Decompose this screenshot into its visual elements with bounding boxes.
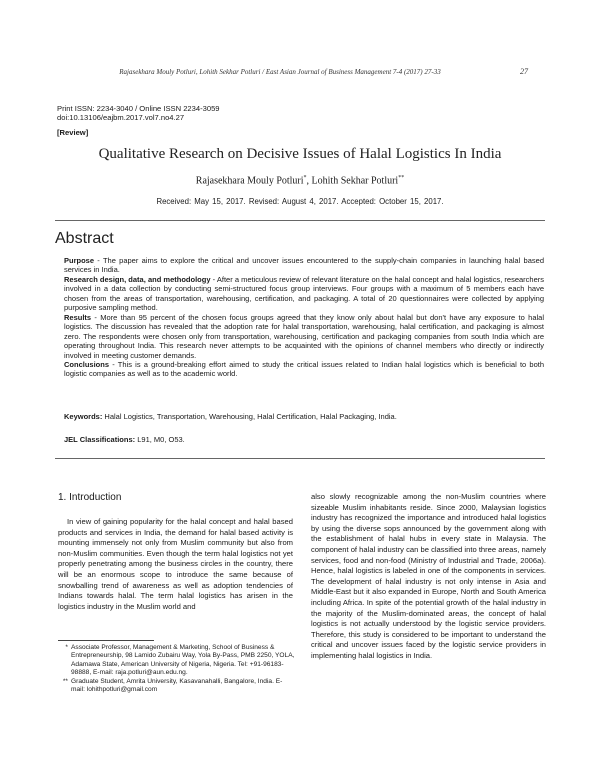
intro-paragraph-1: In view of gaining popularity for the halal concept and halal based products and services in India, the demand for halal based activity is mounting immensely not only from Muslim community but also from non-Muslim communities. Even though the term halal logistics not yet properly penetrating among the business circles in the country, there will be an enormous scope to introduce the same because of snowballing trend of awareness as well as adoption tendencies of Indians towards halal. The term halal logistics has arisen in the logistics industry in the Muslim world and bbox=[58, 517, 293, 611]
footnote-rule bbox=[58, 640, 154, 641]
footnote-1-text: Associate Professor, Management & Marketing, School of Business & Entrepreneurship, 98 Lamido Zubairu Way, Yola By-Pass, PMB 2250, YOLA, Adamawa State, American University of Nigeria, Nigeria. Tel: +91-96183-98888, E-mail: raja.potluri@aun.edu.ng. bbox=[71, 644, 295, 677]
intro-column-left bbox=[58, 517, 293, 612]
footnote-1 bbox=[56, 644, 296, 678]
jel-label: JEL Classifications: bbox=[64, 435, 136, 444]
running-head: Rajasekhara Mouly Potluri, Lohith Sekhar Potluri / East Asian Journal of Business Management 7-4 (2017) 27-33 bbox=[119, 68, 441, 76]
top-divider bbox=[55, 220, 545, 221]
section-heading-introduction: 1. Introduction bbox=[58, 492, 122, 503]
paper-title: Qualitative Research on Decisive Issues of Halal Logistics In India bbox=[98, 146, 502, 162]
bottom-divider bbox=[55, 458, 545, 459]
design-text: - After a meticulous review of relevant literature on the halal concept and halal logistics, researchers involved in a data collection by conducting semi-structured focus group interviews. Four groups with a maximum of 5 members each have chosen from the areas of transportation, warehousing, certification, and packaging. A total of 20 questionnaires were collected by applying purposive sampling method. bbox=[64, 274, 545, 313]
keywords-label: Keywords: bbox=[64, 412, 103, 421]
results-label: Results bbox=[64, 312, 92, 322]
abstract-results bbox=[64, 313, 544, 360]
issn-block bbox=[57, 104, 220, 122]
abstract-heading: Abstract bbox=[55, 230, 114, 247]
author-1-mark: * bbox=[303, 175, 307, 181]
issn-line: Print ISSN: 2234-3040 / Online ISSN 2234-3059 bbox=[57, 104, 220, 113]
author-2-mark: ** bbox=[398, 175, 405, 181]
intro-paragraph-2: also slowly recognizable among the non-Muslim countries where sizeable Muslim inhabitants reside. Since 2000, Malaysian logistics industry has recognized the importance and introduced halal logistics by using the diverse sops announced by the government along with the establishment of halal hubs in every state in Malaysia. The component of halal industry can be classified into three areas, namely services, food and non-food (Ministry of Industrial and Trade, 2006a). Hence, halal logistics is labeled in one of the components in services. The development of halal industry is not only intense in Asia and Middle-East but it also expanded in Europe, North and South America including Africa. In spite of the potential growth of the halal industry in the majority of the Muslim-dominated areas, the concept of halal logistics is not actually understood by the logistic service providers. Therefore, this study is considered to be important to understand the critical and uncover issues faced by the logistic service providers in implementing halal logistics in India. bbox=[311, 492, 546, 660]
received-dates: Received: May 15, 2017. Revised: August 4, 2017. Accepted: October 15, 2017. bbox=[156, 197, 444, 206]
author-line bbox=[0, 175, 600, 186]
jel-classifications bbox=[64, 435, 544, 444]
footnotes bbox=[56, 644, 296, 694]
footnote-2 bbox=[56, 678, 296, 695]
author-2: Lohith Sekhar Potluri bbox=[311, 175, 399, 187]
footnote-1-mark: * bbox=[65, 644, 68, 651]
purpose-label: Purpose bbox=[64, 256, 95, 265]
intro-column-right bbox=[311, 492, 546, 662]
doi-line[interactable]: doi:10.13106/eajbm.2017.vol7.no4.27 bbox=[57, 113, 185, 122]
design-label: Research design, data, and methodology bbox=[64, 274, 211, 284]
abstract-body bbox=[64, 256, 544, 379]
page-number: 27 bbox=[520, 67, 528, 76]
conclusions-text: - This is a ground-breaking effort aimed to study the critical issues related to Indian halal logistics which is beneficial to both logistic companies as well as to the academic world. bbox=[64, 359, 544, 379]
review-tag: [Review] bbox=[57, 128, 89, 137]
abstract-design bbox=[64, 275, 544, 313]
abstract-conclusions bbox=[64, 360, 544, 379]
conclusions-label: Conclusions bbox=[64, 359, 110, 369]
author-separator: , bbox=[306, 175, 312, 187]
footnote-2-text: Graduate Student, Amrita University, Kasavanahalli, Bangalore, India. E-mail: lohithpotluri@gmail.com bbox=[71, 677, 283, 694]
abstract-purpose bbox=[64, 256, 544, 275]
keywords bbox=[64, 412, 544, 421]
footnote-2-mark: ** bbox=[62, 677, 68, 685]
jel-text: L91, M0, O53. bbox=[135, 435, 185, 444]
author-1: Rajasekhara Mouly Potluri bbox=[195, 175, 304, 187]
keywords-text: Halal Logistics, Transportation, Warehousing, Halal Certification, Halal Packaging, India. bbox=[102, 412, 397, 421]
purpose-text: - The paper aims to explore the critical and uncover issues encountered to the supply-chain companies in launching halal based services in India. bbox=[64, 256, 544, 275]
results-text: - More than 95 percent of the chosen focus groups agreed that they know only about halal but don't have any exposure to halal logistics. The discussion has revealed that the adoption rate for halal transportation, warehousing, halal certification, and packaging is almost zero. The respondents were chosen only from transportation, warehousing, certification and packaging companies from south India which are operating throughout India. This research never attempts to be acquainted with the opinions of channel members who directly or indirectly involved in meeting customer demands. bbox=[64, 312, 544, 360]
